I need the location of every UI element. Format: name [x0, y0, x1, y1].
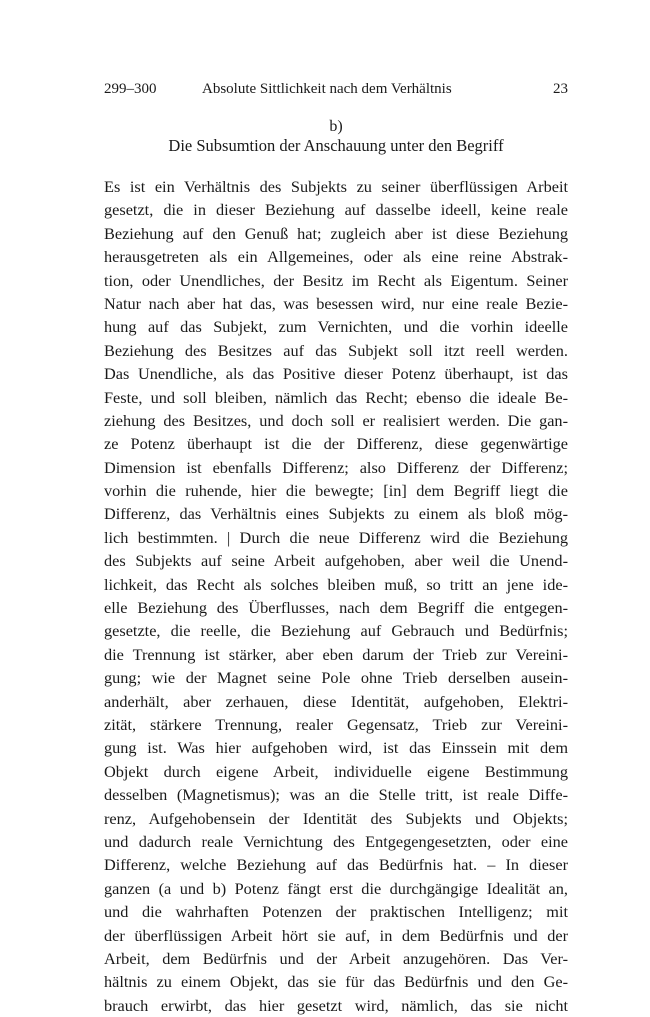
text-line: gung ist. Was hier aufgehoben wird, ist das Einssein mit dem: [104, 738, 568, 758]
text-line: Feste, und soll bleiben, nämlich das Recht; ebenso die ideale Be-: [104, 387, 568, 407]
text-line: Natur nach aber hat das, was besessen wird, nur eine reale Bezie-: [104, 293, 568, 313]
text-line: herausgetreten als ein Allgemeines, oder als eine reine Abstrak-: [104, 247, 568, 267]
text-line: Objekt durch eigene Arbeit, individuelle eigene Bestimmung: [104, 761, 568, 781]
text-line: Dimension ist ebenfalls Differenz; also Differenz der Differenz;: [104, 457, 568, 477]
text-line: vorhin die ruhende, hier die bewegte; [in] dem Begriff liegt die: [104, 481, 568, 501]
page-range: 299–300: [104, 81, 157, 97]
text-line: elle Beziehung des Überflusses, nach dem Begriff die entgegen-: [104, 598, 568, 618]
text-line: brauch erwirbt, das hier gesetzt wird, nämlich, das sie nicht: [104, 995, 568, 1015]
text-line: ze Potenz überhaupt ist die der Differenz, diese gegenwärtige: [104, 434, 568, 454]
running-header: [104, 78, 568, 100]
text-line: hung auf das Subjekt, zum Vernichten, und die vorhin ideelle: [104, 317, 568, 337]
running-title: Absolute Sittlichkeit nach dem Verhältnis: [202, 81, 452, 97]
text-line: anderhält, aber zerhauen, diese Identität, aufgehoben, Elektri-: [104, 691, 568, 711]
text-line: hältnis zu einem Objekt, das sie für das Bedürfnis und den Ge-: [104, 972, 568, 992]
text-line: lichkeit, das Recht als solches bleiben muß, so tritt an jene ide-: [104, 574, 568, 594]
text-line: gung; wie der Magnet seine Pole ohne Trieb derselben ausein-: [104, 668, 568, 688]
text-line: Arbeit, dem Bedürfnis und der Arbeit anzugehören. Das Ver-: [104, 948, 568, 968]
text-line: desselben (Magnetismus); was an die Stelle tritt, ist reale Diffe-: [104, 785, 568, 805]
text-line: renz, Aufgehobensein der Identität des Subjekts und Objekts;: [104, 808, 568, 828]
text-line: zität, stärkere Trennung, realer Gegensatz, Trieb zur Vereini-: [104, 714, 568, 734]
text-line: Es ist ein Verhältnis des Subjekts zu seiner überflüssigen Arbeit: [104, 177, 568, 196]
text-line: Beziehung auf den Genuß hat; zugleich aber ist diese Beziehung: [104, 223, 568, 243]
text-line: Differenz, das Verhältnis eines Subjekts zu einem als bloß mög-: [104, 504, 568, 524]
text-line: und dadurch reale Vernichtung des Entgegengesetzten, oder eine: [104, 831, 568, 851]
text-line: die Trennung ist stärker, aber eben darum der Trieb zur Vereini-: [104, 644, 568, 664]
section-title: Die Subsumtion der Anschauung unter den Begriff: [168, 136, 504, 155]
section-label: b): [329, 118, 343, 135]
text-line: gesetzte, die reelle, die Beziehung auf Gebrauch und Bedürfnis;: [104, 621, 568, 641]
text-line: Beziehung des Besitzes auf das Subjekt soll itzt reell werden.: [104, 340, 568, 360]
text-line: des Subjekts auf seine Arbeit aufgehoben, aber weil die Unend-: [104, 551, 568, 571]
text-line: Das Unendliche, als das Positive dieser Potenz überhaupt, ist das: [104, 364, 568, 384]
body-text: [104, 175, 568, 1017]
text-line: ganzen (a und b) Potenz fängt erst die durchgängige Idealität an,: [104, 878, 568, 898]
text-line: der überflüssigen Arbeit hört sie auf, in dem Bedürfnis und der: [104, 925, 568, 945]
text-line: gesetzt, die in dieser Beziehung auf dasselbe ideell, keine reale: [104, 200, 568, 220]
text-line: lich bestimmten. | Durch die neue Differenz wird die Beziehung: [104, 527, 568, 547]
text-line: ziehung des Besitzes, und doch soll er realisiert werden. Die gan-: [104, 410, 568, 430]
text-line: tion, oder Unendliches, der Besitz im Recht als Eigentum. Seiner: [104, 270, 568, 290]
text-line: Differenz, welche Beziehung auf das Bedürfnis hat. – In dieser: [104, 855, 568, 875]
text-line: und die wahrhaften Potenzen der praktischen Intelligenz; mit: [104, 902, 568, 922]
page-number: 23: [553, 81, 568, 97]
